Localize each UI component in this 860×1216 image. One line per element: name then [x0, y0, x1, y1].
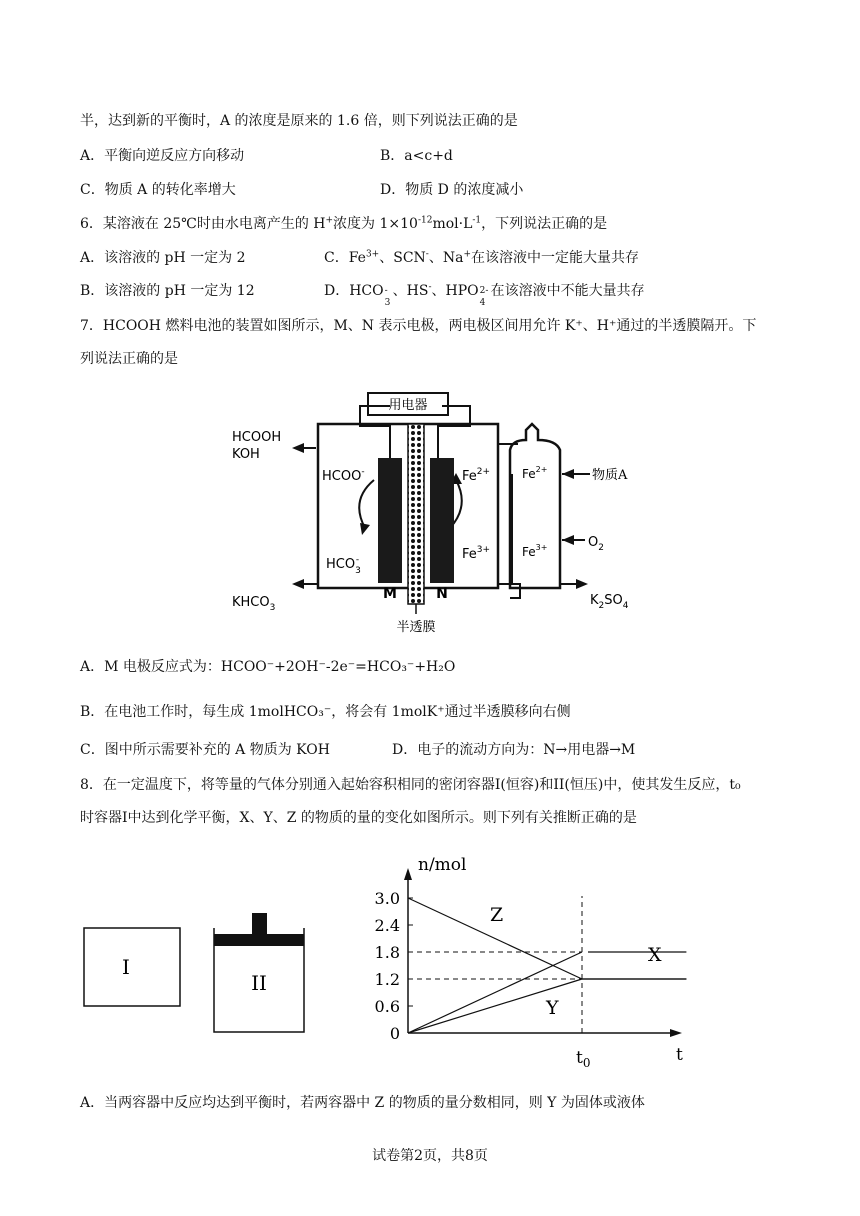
q7-stem-line1: 7．HCOOH 燃料电池的装置如图所示，M、N 表示电极，两电极区间用允许 K⁺、H⁺通过的半透膜隔开。下 [80, 318, 757, 334]
y-axis-arrow [404, 868, 412, 880]
membrane-bar [408, 424, 424, 604]
q5-option-a: A．平衡向逆反应方向移动 [80, 148, 245, 164]
series-label-x: X [648, 944, 662, 966]
y-tick-label: 1.2 [374, 970, 400, 989]
x-axis-arrow [670, 1029, 682, 1037]
inlet-koh-label: KOH [232, 447, 260, 462]
y-tick-label: 3.0 [374, 889, 400, 908]
y-tick-label: 2.4 [374, 916, 400, 935]
substance-a-label: 物质A [592, 468, 628, 483]
o2-label: $O_2$ [588, 535, 604, 553]
q6-option-c: C．$Fe^{3+}$、SCN-、Na+在该溶液中一定能大量共存 [324, 249, 639, 266]
q6-option-b: B．该溶液的 pH 一定为 12 [80, 283, 255, 299]
q7-option-a: A．M 电极反应式为：HCOO⁻+2OH⁻-2e⁻=HCO₃⁻+H₂O [80, 659, 456, 675]
tank-bottom-ion-label: $Fe^{3+}$ [522, 543, 548, 559]
q5-option-d: D．物质 D 的浓度减小 [380, 182, 524, 198]
series-label-y: Y [546, 997, 559, 1019]
membrane-label: 半透膜 [396, 620, 436, 635]
container-ii-label: II [251, 971, 267, 995]
device-label: 用电器 [388, 398, 428, 413]
q5-option-b: B．a<c+d [380, 148, 453, 164]
electrode-n-label: N [436, 586, 448, 602]
piston [214, 934, 304, 946]
q6-stem: 6．某溶液在 25℃时由水电离产生的 H+浓度为 $1\times 10^{-12}mol\cdot L^{-1}$，下列说法正确的是 [80, 215, 608, 232]
outlet-k2so4-label: $K_2SO_4$ [590, 593, 629, 611]
series-x-segment [408, 952, 582, 1033]
moles-time-chart [360, 848, 690, 1070]
piston-rod [252, 913, 267, 935]
left-top-ion-label: HCOO- [322, 467, 365, 484]
y-tick-label: 1.8 [374, 943, 400, 962]
fuel-cell-diagram [230, 388, 650, 643]
series-label-z: Z [490, 904, 504, 926]
x-marker-label: $t_0$ [576, 1048, 591, 1070]
intro-line: 半，达到新的平衡时，A 的浓度是原来的 1.6 倍，则下列说法正确的是 [80, 113, 518, 129]
q7-stem-line2: 列说法正确的是 [80, 351, 178, 367]
container-i [84, 928, 180, 1006]
q8-stem-line1: 8．在一定温度下，将等量的气体分别通入起始容积相同的密闭容器I(恒容)和II(恒压)中，使其发生反应，t₀ [80, 777, 741, 793]
right-top-ion-label: $Fe^{2+}$ [462, 467, 491, 484]
electrode-n-bar [430, 458, 454, 583]
y-tick-label: 0 [389, 1024, 400, 1043]
left-bottom-ion-label: $HCO_3-$ [326, 555, 361, 576]
electrode-m-label: M [383, 586, 397, 602]
q6-option-d: D．HCO - 3 、HS-、HPO 2- 4 在该溶液中不能大量共存 [324, 282, 645, 308]
tank-top-ion-label: $Fe^{2+}$ [522, 465, 548, 481]
page-footer: 试卷第2页，共8页 [372, 1148, 488, 1164]
outlet-khco3-label: $KHCO_3$ [232, 595, 276, 613]
q7-option-c: C．图中所示需要补充的 A 物质为 KOH [80, 742, 330, 758]
x-axis-label: t [676, 1045, 683, 1065]
container-i-label: I [122, 955, 130, 979]
containers-figure [80, 908, 320, 1038]
q8-stem-line2: 时容器I中达到化学平衡，X、Y、Z 的物质的量的变化如图所示。则下列有关推断正确的是 [80, 810, 637, 826]
right-bottom-ion-label: $Fe^{3+}$ [462, 545, 491, 562]
q7-option-b: B．在电池工作时，每生成 1molHCO₃⁻，将会有 1molK⁺通过半透膜移向右侧 [80, 704, 571, 720]
y-tick-label: 0.6 [374, 997, 400, 1016]
y-axis-label: n/mol [418, 855, 467, 875]
q8-option-a: A．当两容器中反应均达到平衡时，若两容器中 Z 的物质的量分数相同，则 Y 为固体或液体 [80, 1095, 645, 1111]
q7-option-d: D．电子的流动方向为：N→用电器→M [392, 742, 636, 758]
inlet-hcooh-label: HCOOH [232, 430, 282, 445]
electrode-m-bar [378, 458, 402, 583]
q5-option-c: C．物质 A 的转化率增大 [80, 182, 236, 198]
q6-option-a: A．该溶液的 pH 一定为 2 [80, 250, 246, 266]
